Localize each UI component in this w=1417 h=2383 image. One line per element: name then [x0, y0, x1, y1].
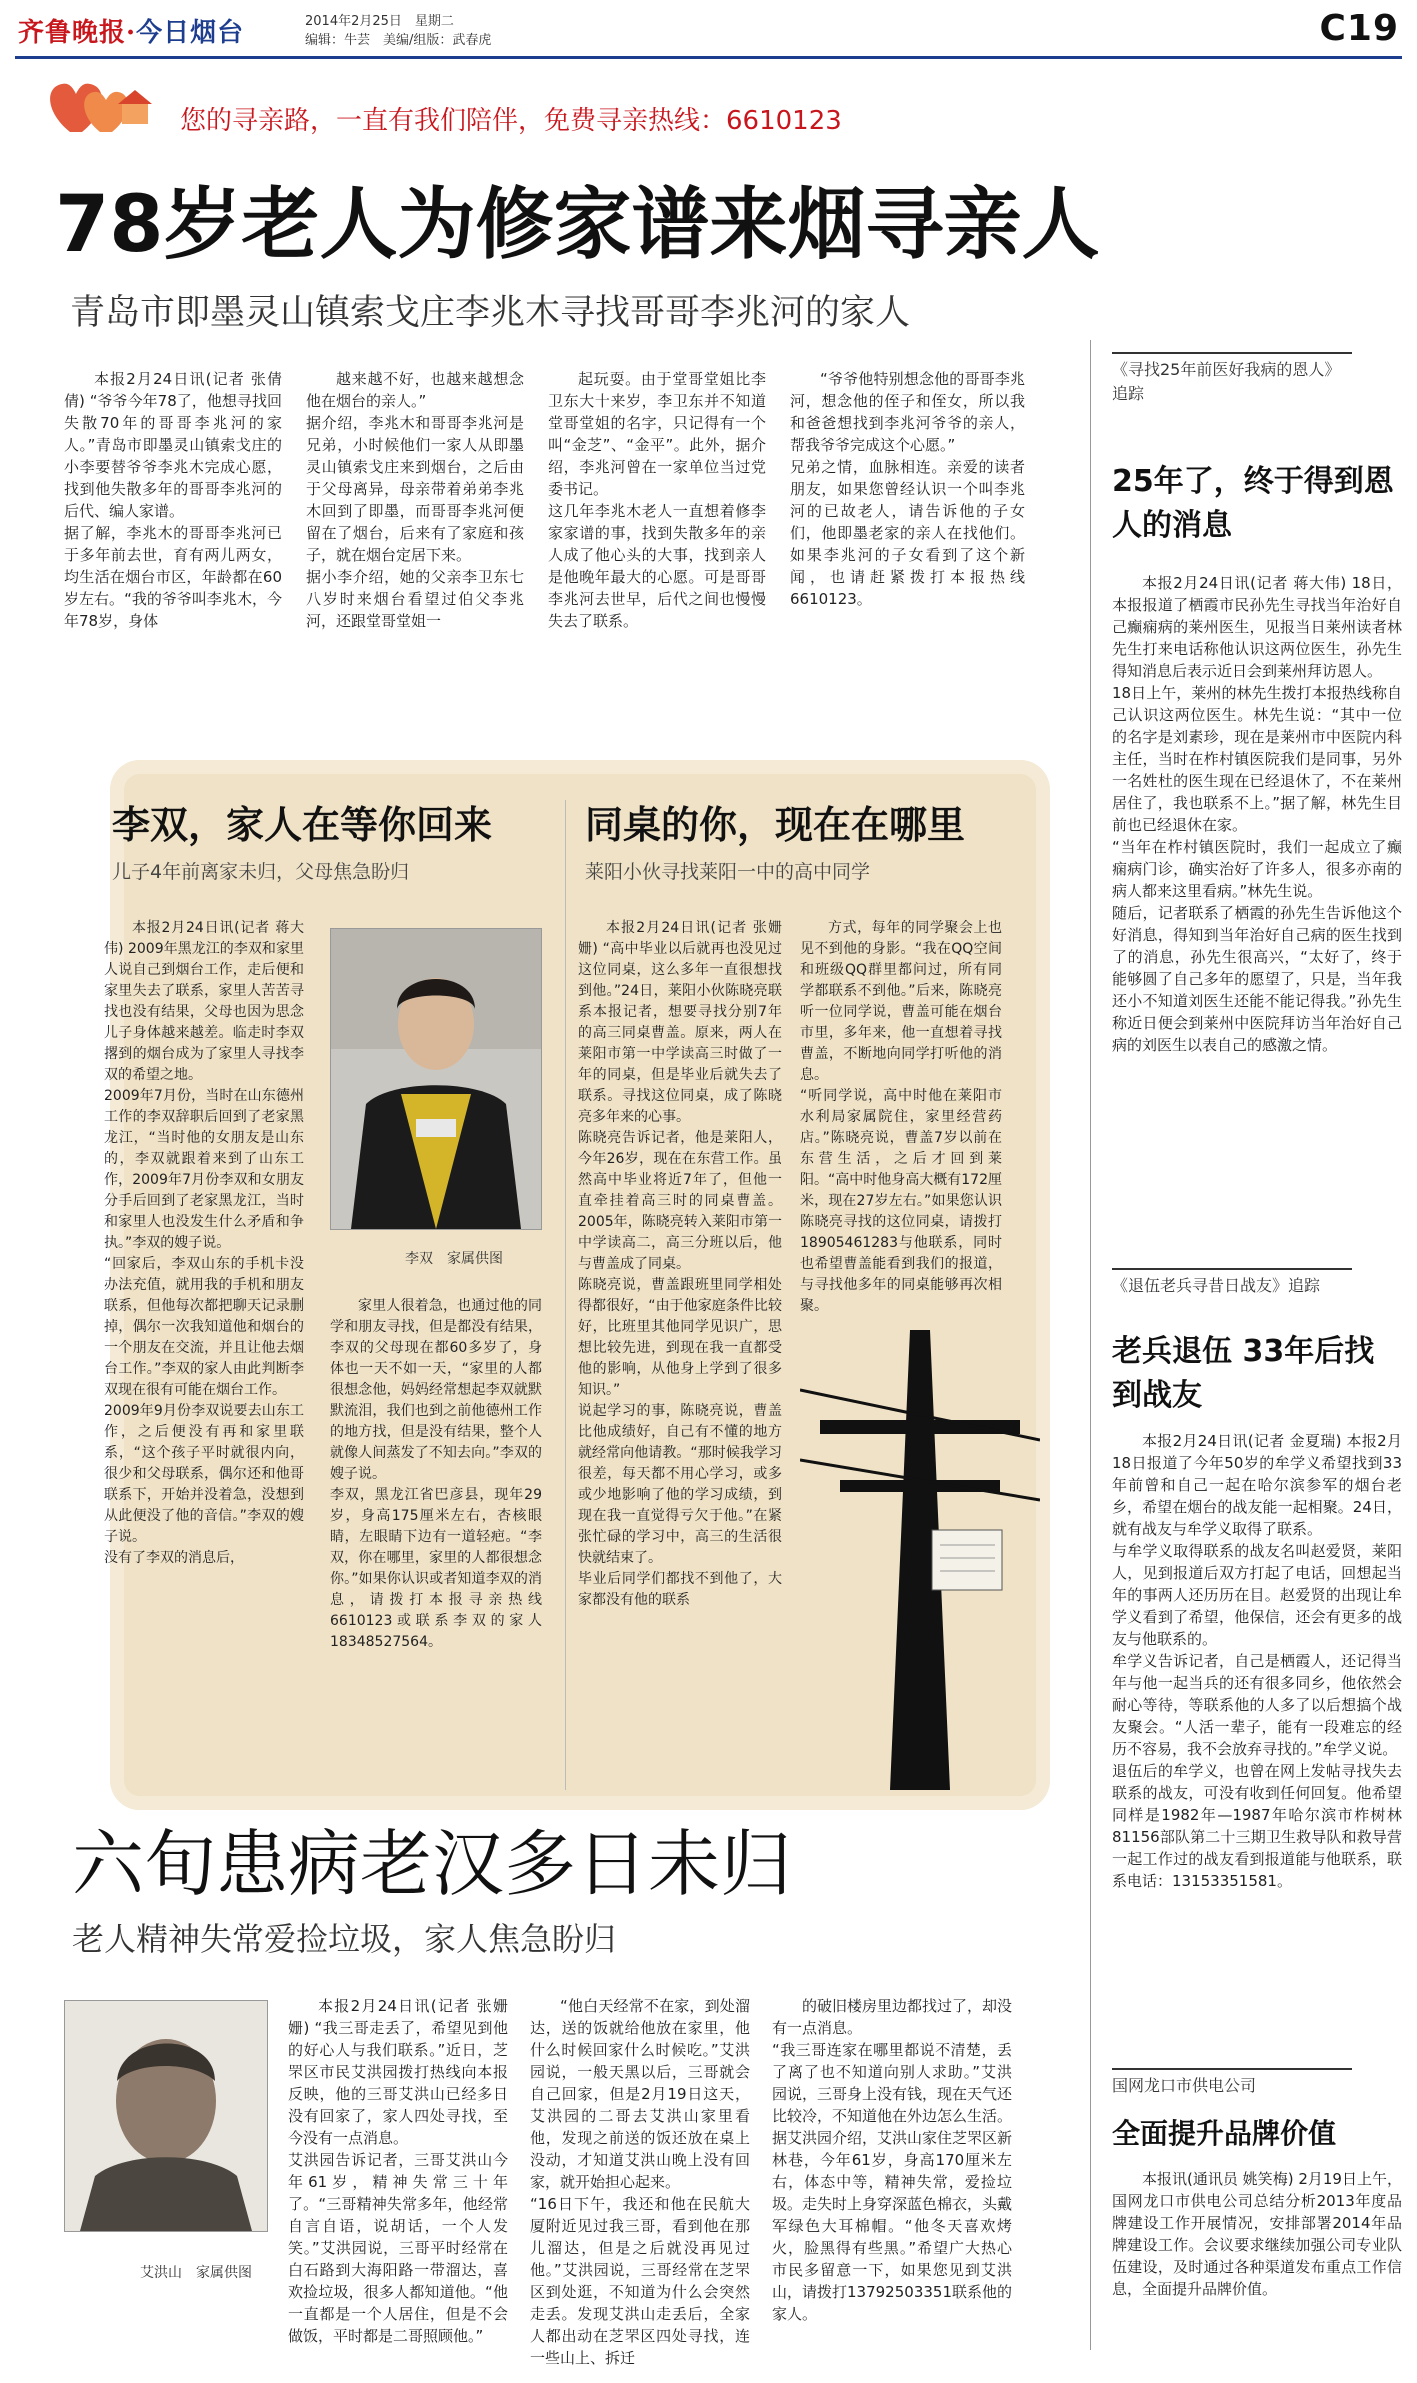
story4-subtitle: 老人精神失常爱捡垃圾，家人焦急盼归: [72, 1920, 617, 1958]
masthead-logo: [18, 12, 244, 49]
story4-col2: “他白天经常不在家，到处溜达，送的饭就给他放在家里，他什么时候回家什么时候吃。”艾洪园说，一般天黑以后，三哥就会自己回家，但是2月19日这天，艾洪园的二哥去艾洪山家里看他，发现之前送的饭还放在桌上没动，才知道艾洪山晚上没有回家，就开始担心起来。 “16日下午，我还和他在民航大厦附近见过我三哥，看到他在那儿溜达，但是之后就没再见过他。”艾洪园说，三哥经常在芝罘区到处逛，不知道为什么会突然走丢。发现艾洪山走丢后，全家人都出动在芝罘区四处寻找，连一些山上、拆迁: [530, 1997, 750, 2367]
story2-photo-caption: 李双 家属供图: [405, 1251, 503, 1267]
story3-subtitle: 莱阳小伙寻找莱阳一中的高中同学: [585, 861, 871, 883]
side3-tag: 国网龙口市供电公司: [1112, 2068, 1352, 2098]
staff-line: 编辑：牛芸 美编/组版：武春虎: [305, 33, 492, 48]
masthead-meta: [305, 12, 491, 50]
story4-col1: 本报2月24日讯(记者 张姗姗) “我三哥走丢了，希望见到他的好心人与我们联系。”近日，芝罘区市民艾洪园拨打热线向本报反映，他的三哥艾洪山已经多日没有回家了，家人四处寻找，至今没有一点消息。 艾洪园告诉记者，三哥艾洪山今年61岁，精神失常三十年了。“三哥精神失常多年，他经常自言自语，说胡话，一个人发笑。”艾洪园说，三哥平时经常在白石路到大海阳路一带溜达，喜欢捡垃圾，很多人都知道他。“他一直都是一个人居住，但是不会做饭，平时都是二哥照顾他。”: [288, 1997, 508, 2345]
hotline-banner: 您的寻亲路，一直有我们陪伴，免费寻亲热线：6610123: [180, 106, 842, 136]
side3-body: 本报讯(通讯员 姚笑梅) 2月19日上午，国网龙口市供电公司总结分析2013年度品牌建设工作开展情况，安排部署2014年品牌建设工作。会议要求继续加强公司专业队伍建设，及时通过各种渠道发布重点工作信息，全面提升品牌价值。: [1112, 2170, 1402, 2298]
story1-subtitle: 青岛市即墨灵山镇索戈庄李兆木寻找哥哥李兆河的家人: [70, 293, 911, 333]
side3-title: 全面提升品牌价值: [1112, 2117, 1337, 2150]
date-line: 2014年2月25日 星期二: [305, 14, 454, 29]
story2-col1: 本报2月24日讯(记者 蒋大伟) 2009年黑龙江的李双和家里人说自己到烟台工作，走后便和家里失去了联系，家里人苦苦寻找也没有结果，父母也因为思念儿子身体越来越差。临走时李双撂到的烟台成为了家里人寻找李双的希望之地。 2009年7月份，当时在山东德州工作的李双辞职后回到了老家黑龙江，“当时他的女朋友是山东的，李双就跟着来到了山东工作，2009年7月份李双和女朋友分手后回到了老家黑龙江，当时和家里人也没发生什么矛盾和争执。”李双的嫂子说。 “回家后，李双山东的手机卡没办法充值，就用我的手机和朋友联系，但他每次都把聊天记录删掉，偶尔一次我知道他和烟台的一个朋友在交流，并且让他去烟台工作。”李双的家人由此判断李双现在很有可能在烟台工作。 2009年9月份李双说要去山东工作，之后便没有再和家里联系，“这个孩子平时就很内向，很少和父母联系，偶尔还和他哥联系下，开始并没着急，没想到从此便没了他的音信。”李双的嫂子说。 没有了李双的消息后，: [104, 920, 304, 1566]
lishuang-photo: [330, 928, 542, 1230]
side2-tag: 《退伍老兵寻昔日战友》追踪: [1112, 1268, 1352, 1298]
story1-col3: 起玩耍。由于堂哥堂姐比李卫东大十来岁，李卫东并不知道堂哥堂姐的名字，只记得有一个叫“金芝”、“金平”。此外，据介绍，李兆河曾在一家单位当过党委书记。 这几年李兆木老人一直想着修李家家谱的事，找到失散多年的亲人成了他心头的大事，找到亲人是他晚年最大的心愿。可是哥哥李兆河去世早，后代之间也慢慢失去了联系。: [548, 370, 766, 630]
side1-tag: 《寻找25年前医好我病的恩人》追踪: [1112, 352, 1352, 406]
story1-col4: “爷爷他特别想念他的哥哥李兆河，想念他的侄子和侄女，所以我和爸爸想找到李兆河爷爷的亲人，帮我爷爷完成这个心愿。” 兄弟之情，血脉相连。亲爱的读者朋友，如果您曾经认识一个叫李兆河的已故老人，请告诉他的子女们，他即墨老家的亲人在找他们。如果李兆河的子女看到了这个新闻，也请赶紧拨打本报热线6610123。: [790, 370, 1025, 608]
parchment-divider: [565, 800, 566, 1790]
story2-col2: 家里人很着急，也通过他的同学和朋友寻找，但是都没有结果，李双的父母现在都60多岁了，身体也一天不如一天，“家里的人都很想念他，妈妈经常想起李双就默默流泪，我们也到之前他德州工作的地方找，但是没有结果，整个人就像人间蒸发了不知去向。”李双的嫂子说。 李双，黑龙江省巴彦县，现年29岁，身高175厘米左右，杏核眼睛，左眼睛下边有一道轻疤。“李双，你在哪里，家里的人都很想念你。”如果你认识或者知道李双的消息，请拨打本报寻亲热线6610123或联系李双的家人18348527564。: [330, 1298, 542, 1650]
side2-title: 老兵退伍 33年后找到战友: [1112, 1334, 1375, 1413]
side1-title: 25年了，终于得到恩人的消息: [1112, 464, 1394, 543]
paper-name: 齐鲁晚报·: [18, 18, 137, 48]
section-name: 今日烟台: [136, 18, 245, 48]
aihongshan-photo: [64, 2000, 268, 2232]
story2-subtitle: 儿子4年前离家未归，父母焦急盼归: [112, 861, 410, 883]
story3-col1: 本报2月24日讯(记者 张姗姗) “高中毕业以后就再也没见过这位同桌，这么多年一直很想找到他。”24日，莱阳小伙陈晓亮联系本报记者，想要寻找分别7年的高三同桌曹盖。原来，两人在莱阳市第一中学读高三时做了一年的同桌，但是毕业后就失去了联系。寻找这位同桌，成了陈晓亮多年来的心事。 陈晓亮告诉记者，他是莱阳人，今年26岁，现在在东营工作。虽然高中毕业将近7年了，但他一直牵挂着高三时的同桌曹盖。2005年，陈晓亮转入莱阳市第一中学读高二，高三分班以后，他与曹盖成了同桌。 陈晓亮说，曹盖跟班里同学相处得都很好，“由于他家庭条件比较好，比班里其他同学见识广，思想比较先进，到现在我一直都受他的影响，从他身上学到了很多知识。” 说起学习的事，陈晓亮说，曹盖比他成绩好，自己有不懂的地方就经常向他请教。“那时候我学习很差，每天都不用心学习，或多或少地影响了他的学习成绩，到现在我一直觉得亏欠于他。”在紧张忙碌的学习中，高三的生活很快就结束了。 毕业后同学们都找不到他了，大家都没有他的联系: [578, 920, 782, 1608]
story1-col2: 越来越不好，也越来越想念他在烟台的亲人。” 据介绍，李兆木和哥哥李兆河是兄弟，小时候他们一家人从即墨灵山镇索戈庄来到烟台，之后由于父母离异，母亲带着弟弟李兆木回到了即墨，而哥哥李兆河便留在了烟台，后来有了家庭和孩子，就在烟台定居下来。 据小李介绍，她的父亲李卫东七八岁时来烟台看望过伯父李兆河，还跟堂哥堂姐一: [306, 370, 524, 630]
story4-title: 六旬患病老汉多日未归: [72, 1822, 793, 1906]
house-heart-icon: [40, 72, 160, 142]
story1-col1: 本报2月24日讯(记者 张倩倩) “爷爷今年78了，他想寻找回失散70年的哥哥李兆河的家人。”青岛市即墨灵山镇索戈庄的小李要替爷爷李兆木完成心愿，找到他失散多年的哥哥李兆河的后代、编人家谱。 据了解，李兆木的哥哥李兆河已于多年前去世，育有两儿两女，均生活在烟台市区，年龄都在60岁左右。“我的爷爷叫李兆木，今年78岁，身体: [64, 370, 282, 630]
page-number: C19: [1319, 8, 1399, 49]
story3-title: 同桌的你，现在在哪里: [585, 803, 966, 847]
story4-photo-caption: 艾洪山 家属供图: [140, 2265, 252, 2281]
story4-col3: 的破旧楼房里边都找过了，却没有一点消息。 “我三哥连家在哪里都说不清楚，丢了离了也不知道向别人求助。”艾洪园说，三哥身上没有钱，现在天气还比较冷，不知道他在外边怎么生活。 据艾洪园介绍，艾洪山家住芝罘区新林巷，今年61岁，身高170厘米左右，体态中等，精神失常，爱捡垃圾。走失时上身穿深蓝色棉衣，头戴军绿色大耳棉帽。“他冬天喜欢烤火，脸黑得有些黑。”希望广大热心市民多留意一下，如果您见到艾洪山，请拨打13792503351联系他的家人。: [772, 1997, 1013, 2323]
masthead-rule: [15, 56, 1402, 59]
utility-pole-illustration: [800, 1330, 1040, 1790]
side2-body: 本报2月24日讯(记者 金夏瑞) 本报2月18日报道了今年50岁的牟学义希望找到33年前曾和自己一起在哈尔滨参军的烟台老乡，希望在烟台的战友能一起相聚。24日，就有战友与牟学义取得了联系。 与牟学义取得联系的战友名叫赵爱贤，莱阳人，见到报道后双方打起了电话，回想起当年的事两人还历历在目。赵爱贤的出现让牟学义看到了希望，他保信，还会有更多的战友与他联系的。 牟学义告诉记者，自己是栖霞人，还记得当年与他一起当兵的还有很多同乡，他依然会耐心等待，等联系他的人多了以后想搞个战友聚会。“人活一辈子，能有一段难忘的经历不容易，我不会放弃寻找的。”牟学义说。 退伍后的牟学义，也曾在网上发帖寻找失去联系的战友，可没有收到任何回复。他希望同样是1982年—1987年哈尔滨市柞树林81156部队第二十三期卫生救导队和救导营一起工作过的战友看到报道能与他联系，联系电话：13153351581。: [1112, 1432, 1402, 1890]
sidebar-divider: [1090, 340, 1091, 2350]
story1-title: 78岁老人为修家谱来烟寻亲人: [55, 180, 1100, 270]
story2-title: 李双，家人在等你回来: [112, 803, 493, 847]
side1-body: 本报2月24日讯(记者 蒋大伟) 18日，本报报道了栖霞市民孙先生寻找当年治好自己癫痫病的莱州医生，见报当日莱州读者林先生打来电话称他认识这两位医生，孙先生得知消息后表示近日会到莱州拜访恩人。 18日上午，莱州的林先生拨打本报热线称自己认识这两位医生。林先生说：“其中一位的名字是刘素珍，现在是莱州市中医院内科主任，当时在柞村镇医院我们是同事，另外一名姓杜的医生现在已经退休了，不在莱州居住了，我也联系不上。”据了解，林先生目前也已经退休在家。 “当年在柞村镇医院时，我们一起成立了癫痫病门诊，确实治好了许多人，很多亦南的病人都来这里看病。”林先生说。 随后，记者联系了栖霞的孙先生告诉他这个好消息，得知到当年治好自己病的医生找到了的消息，孙先生很高兴，“太好了，终于能够圆了自己多年的愿望了，只是，当年我还小不知道刘医生还能不能记得我。”孙先生称近日便会到莱州中医院拜访当年治好自己病的刘医生以表自己的感激之情。: [1112, 574, 1402, 1054]
story3-col2: 方式，每年的同学聚会上也见不到他的身影。“我在QQ空间和班级QQ群里都问过，所有同学都联系不到他。”后来，陈晓亮听一位同学说，曹盖可能在烟台市里，多年来，他一直想着寻找曹盖，不断地向同学打听他的消息。 “听同学说，高中时他在莱阳市水利局家属院住，家里经营药店。”陈晓亮说，曹盖7岁以前在东营生活，之后才回到莱阳。“高中时他身高大概有172厘米，现在27岁左右。”如果您认识陈晓亮寻找的这位同桌，请拨打18905461283与他联系，同时也希望曹盖能看到我们的报道，与寻找他多年的同桌能够再次相聚。: [800, 920, 1002, 1314]
